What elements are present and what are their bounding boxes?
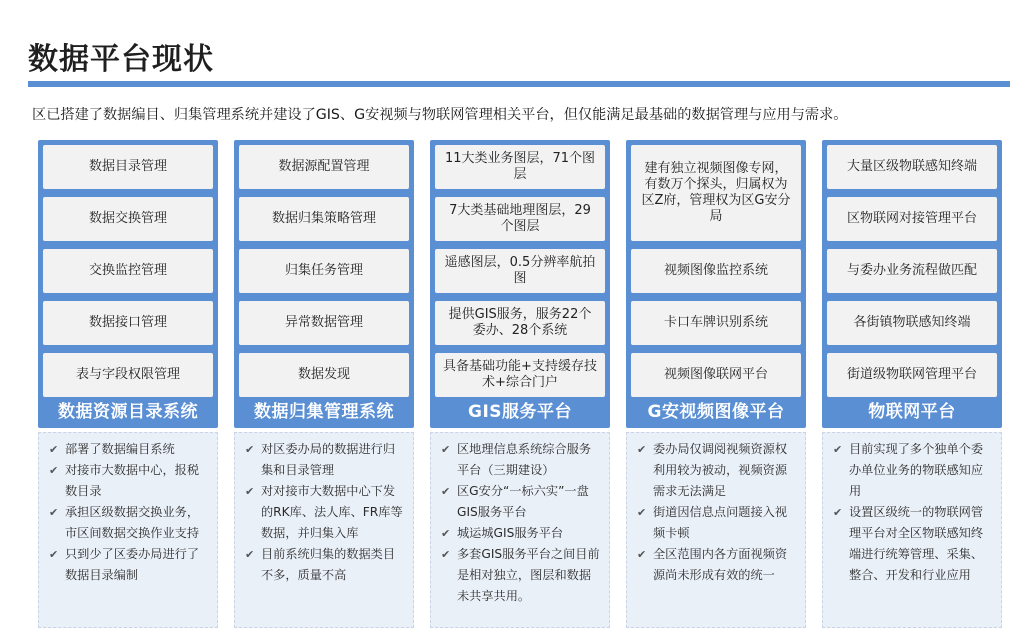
note-item: ✔ 承担区级数据交换业务，市区间数据交换作业支持 bbox=[49, 502, 209, 544]
column-item: 7大类基础地理图层，29个图层 bbox=[435, 197, 605, 241]
column-item: 区物联网对接管理平台 bbox=[827, 197, 997, 241]
check-icon: ✔ bbox=[833, 443, 843, 456]
check-icon: ✔ bbox=[245, 485, 255, 498]
column-item: 数据目录管理 bbox=[43, 145, 213, 189]
column-item: 11大类业务图层，71个图层 bbox=[435, 145, 605, 189]
column-iot-platform bbox=[822, 140, 1002, 428]
column-label: GIS服务平台 bbox=[467, 402, 573, 422]
note-item: ✔ 设置区级统一的物联网管理平台对全区物联感知终端进行统筹管理、采集、整合、开发和行业应用 bbox=[833, 502, 993, 586]
column-label: 物联网平台 bbox=[868, 402, 956, 422]
column-data-collection bbox=[234, 140, 414, 428]
column-label: 数据归集管理系统 bbox=[254, 402, 394, 422]
note-item: ✔ 对接市大数据中心，报税数目录 bbox=[49, 460, 209, 502]
intro-text: 区已搭建了数据编目、归集管理系统并建设了GIS、G安视频与物联网管理相关平台，但仅能满足最基础的数据管理与应用与需求。 bbox=[32, 107, 848, 123]
note-item: ✔ 对对接市大数据中心下发的RK库、法人库、FR库等数据，并归集入库 bbox=[245, 481, 405, 544]
check-icon: ✔ bbox=[833, 506, 843, 519]
check-icon: ✔ bbox=[637, 548, 647, 561]
note-item: ✔ 部署了数据编目系统 bbox=[49, 439, 209, 460]
note-data-collection bbox=[234, 432, 414, 628]
note-item: ✔ 多套GIS服务平台之间目前是相对独立，图层和数据未共享共用。 bbox=[441, 544, 601, 607]
note-item: ✔ 只到少了区委办局进行了数据目录编制 bbox=[49, 544, 209, 586]
column-item: 交换监控管理 bbox=[43, 249, 213, 293]
column-item: 与委办业务流程做匹配 bbox=[827, 249, 997, 293]
note-item: ✔ 城运城GIS服务平台 bbox=[441, 523, 601, 544]
check-icon: ✔ bbox=[441, 548, 451, 561]
column-gis-platform bbox=[430, 140, 610, 428]
column-item: 异常数据管理 bbox=[239, 301, 409, 345]
note-video-platform bbox=[626, 432, 806, 628]
check-icon: ✔ bbox=[49, 548, 59, 561]
title-underline bbox=[28, 81, 1010, 87]
column-label: G安视频图像平台 bbox=[647, 402, 785, 422]
check-icon: ✔ bbox=[245, 443, 255, 456]
note-iot-platform bbox=[822, 432, 1002, 628]
column-item: 数据接口管理 bbox=[43, 301, 213, 345]
check-icon: ✔ bbox=[441, 527, 451, 540]
column-video-platform bbox=[626, 140, 806, 428]
column-item: 视频图像联网平台 bbox=[631, 353, 801, 397]
column-item: 各街镇物联感知终端 bbox=[827, 301, 997, 345]
column-item: 街道级物联网管理平台 bbox=[827, 353, 997, 397]
note-item: ✔ 街道因信息点问题接入视频卡顿 bbox=[637, 502, 797, 544]
note-item: ✔ 目前系统归集的数据类目不多，质量不高 bbox=[245, 544, 405, 586]
column-item: 数据发现 bbox=[239, 353, 409, 397]
check-icon: ✔ bbox=[49, 506, 59, 519]
check-icon: ✔ bbox=[637, 506, 647, 519]
page-title: 数据平台现状 bbox=[28, 42, 214, 77]
column-label: 数据资源目录系统 bbox=[58, 402, 198, 422]
system-columns bbox=[38, 140, 1002, 428]
note-data-catalog bbox=[38, 432, 218, 628]
check-icon: ✔ bbox=[637, 443, 647, 456]
column-item: 视频图像监控系统 bbox=[631, 249, 801, 293]
check-icon: ✔ bbox=[441, 443, 451, 456]
column-item: 数据源配置管理 bbox=[239, 145, 409, 189]
check-icon: ✔ bbox=[441, 485, 451, 498]
column-item: 遥感图层，0.5分辨率航拍图 bbox=[435, 249, 605, 293]
note-item: ✔ 区地理信息系统综合服务平台（三期建设） bbox=[441, 439, 601, 481]
column-item: 提供GIS服务，服务22个委办、28个系统 bbox=[435, 301, 605, 345]
status-notes bbox=[38, 432, 1002, 632]
column-item: 具备基础功能+支持缓存技术+综合门户 bbox=[435, 353, 605, 397]
column-item: 建有独立视频图像专网，有数万个探头，归属权为区Z府，管理权为区G安分局 bbox=[631, 145, 801, 241]
note-item: ✔ 对区委办局的数据进行归集和目录管理 bbox=[245, 439, 405, 481]
column-item: 数据交换管理 bbox=[43, 197, 213, 241]
check-icon: ✔ bbox=[245, 548, 255, 561]
column-item: 大量区级物联感知终端 bbox=[827, 145, 997, 189]
note-item: ✔ 全区范围内各方面视频资源尚未形成有效的统一 bbox=[637, 544, 797, 586]
check-icon: ✔ bbox=[49, 443, 59, 456]
column-item: 卡口车牌识别系统 bbox=[631, 301, 801, 345]
column-item: 数据归集策略管理 bbox=[239, 197, 409, 241]
note-gis-platform bbox=[430, 432, 610, 628]
note-item: ✔ 区G安分“一标六实”一盘GIS服务平台 bbox=[441, 481, 601, 523]
note-item: ✔ 目前实现了多个独单个委办单位业务的物联感知应用 bbox=[833, 439, 993, 502]
column-data-catalog bbox=[38, 140, 218, 428]
column-item: 归集任务管理 bbox=[239, 249, 409, 293]
column-item: 表与字段权限管理 bbox=[43, 353, 213, 397]
check-icon: ✔ bbox=[49, 464, 59, 477]
note-item: ✔ 委办局仅调阅视频资源权利用较为被动，视频资源需求无法满足 bbox=[637, 439, 797, 502]
